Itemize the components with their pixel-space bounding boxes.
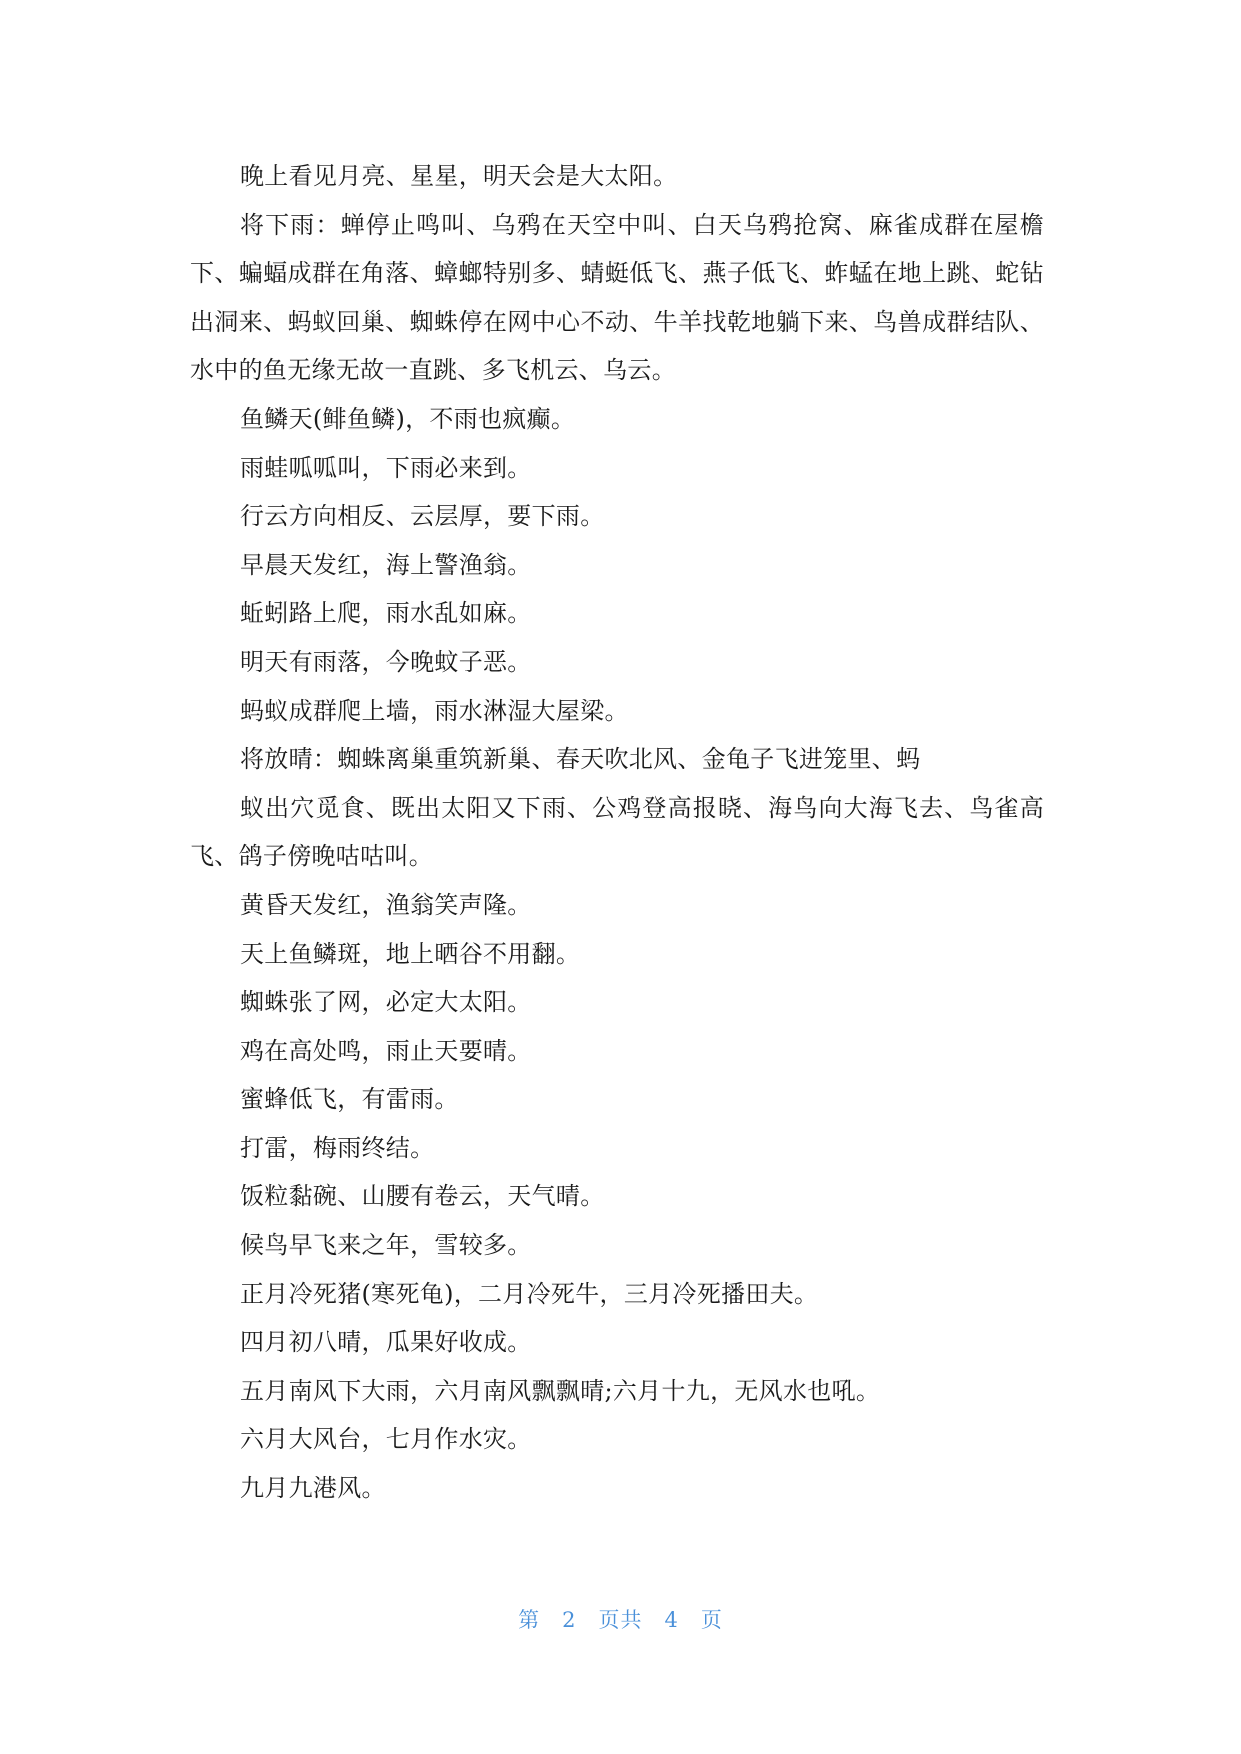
paragraph: 正月冷死猪(寒死龟)，二月冷死牛，三月冷死播田夫。	[240, 1279, 819, 1308]
paragraph: 天上鱼鳞斑，地上晒谷不用翻。	[240, 939, 581, 968]
footer-total-pages: 4	[664, 1608, 679, 1632]
footer-suffix: 页	[700, 1608, 723, 1632]
footer-current-page: 2	[562, 1608, 577, 1632]
paragraph: 蜘蛛张了网，必定大太阳。	[240, 988, 532, 1017]
page-footer	[0, 1604, 1241, 1634]
document-body	[190, 152, 1044, 1513]
paragraph: 鸡在高处鸣，雨止天要晴。	[240, 1036, 532, 1065]
paragraph: 早晨天发红，海上警渔翁。	[240, 550, 532, 579]
paragraph: 蚂蚁成群爬上墙，雨水淋湿大屋梁。	[240, 696, 629, 725]
paragraph: 将放晴：蜘蛛离巢重筑新巢、春天吹北风、金龟子飞进笼里、蚂	[240, 745, 921, 774]
paragraph: 六月大风台，七月作水灾。	[240, 1425, 532, 1454]
footer-middle: 页共	[598, 1608, 643, 1632]
paragraph: 饭粒黏碗、山腰有卷云，天气晴。	[240, 1182, 605, 1211]
paragraph: 行云方向相反、云层厚，要下雨。	[240, 502, 605, 531]
paragraph: 明天有雨落，今晚蚊子恶。	[240, 647, 532, 676]
paragraph: 蚁出穴觅食、既出太阳又下雨、公鸡登高报晓、海鸟向大海飞去、鸟雀高飞、鸽子傍晚咕咕叫。	[190, 793, 1044, 871]
paragraph: 将下雨：蝉停止鸣叫、乌鸦在天空中叫、白天乌鸦抢窝、麻雀成群在屋檐下、蝙蝠成群在角落、蟑螂特别多、蜻蜓低飞、燕子低飞、蚱蜢在地上跳、蛇钻出洞来、蚂蚁回巢、蜘蛛停在网中心不动、牛羊找乾地躺下来、鸟兽成群结队、水中的鱼无缘无故一直跳、多飞机云、乌云。	[190, 210, 1044, 385]
paragraph: 五月南风下大雨，六月南风飘飘晴;六月十九，无风水也吼。	[240, 1376, 881, 1405]
paragraph: 黄昏天发红，渔翁笑声隆。	[240, 890, 532, 919]
paragraph: 晚上看见月亮、星星，明天会是大太阳。	[240, 162, 678, 190]
paragraph: 候鸟早飞来之年，雪较多。	[240, 1231, 532, 1260]
paragraph: 打雷，梅雨终结。	[240, 1133, 435, 1162]
paragraph: 雨蛙呱呱叫，下雨必来到。	[240, 453, 532, 482]
footer-prefix: 第	[518, 1608, 541, 1632]
paragraph: 四月初八晴，瓜果好收成。	[240, 1328, 532, 1357]
paragraph: 九月九港风。	[240, 1474, 386, 1503]
paragraph: 蚯蚓路上爬，雨水乱如麻。	[240, 599, 532, 628]
paragraph: 蜜蜂低飞，有雷雨。	[240, 1085, 459, 1114]
paragraph: 鱼鳞天(鲱鱼鳞)，不雨也疯癫。	[240, 404, 576, 433]
